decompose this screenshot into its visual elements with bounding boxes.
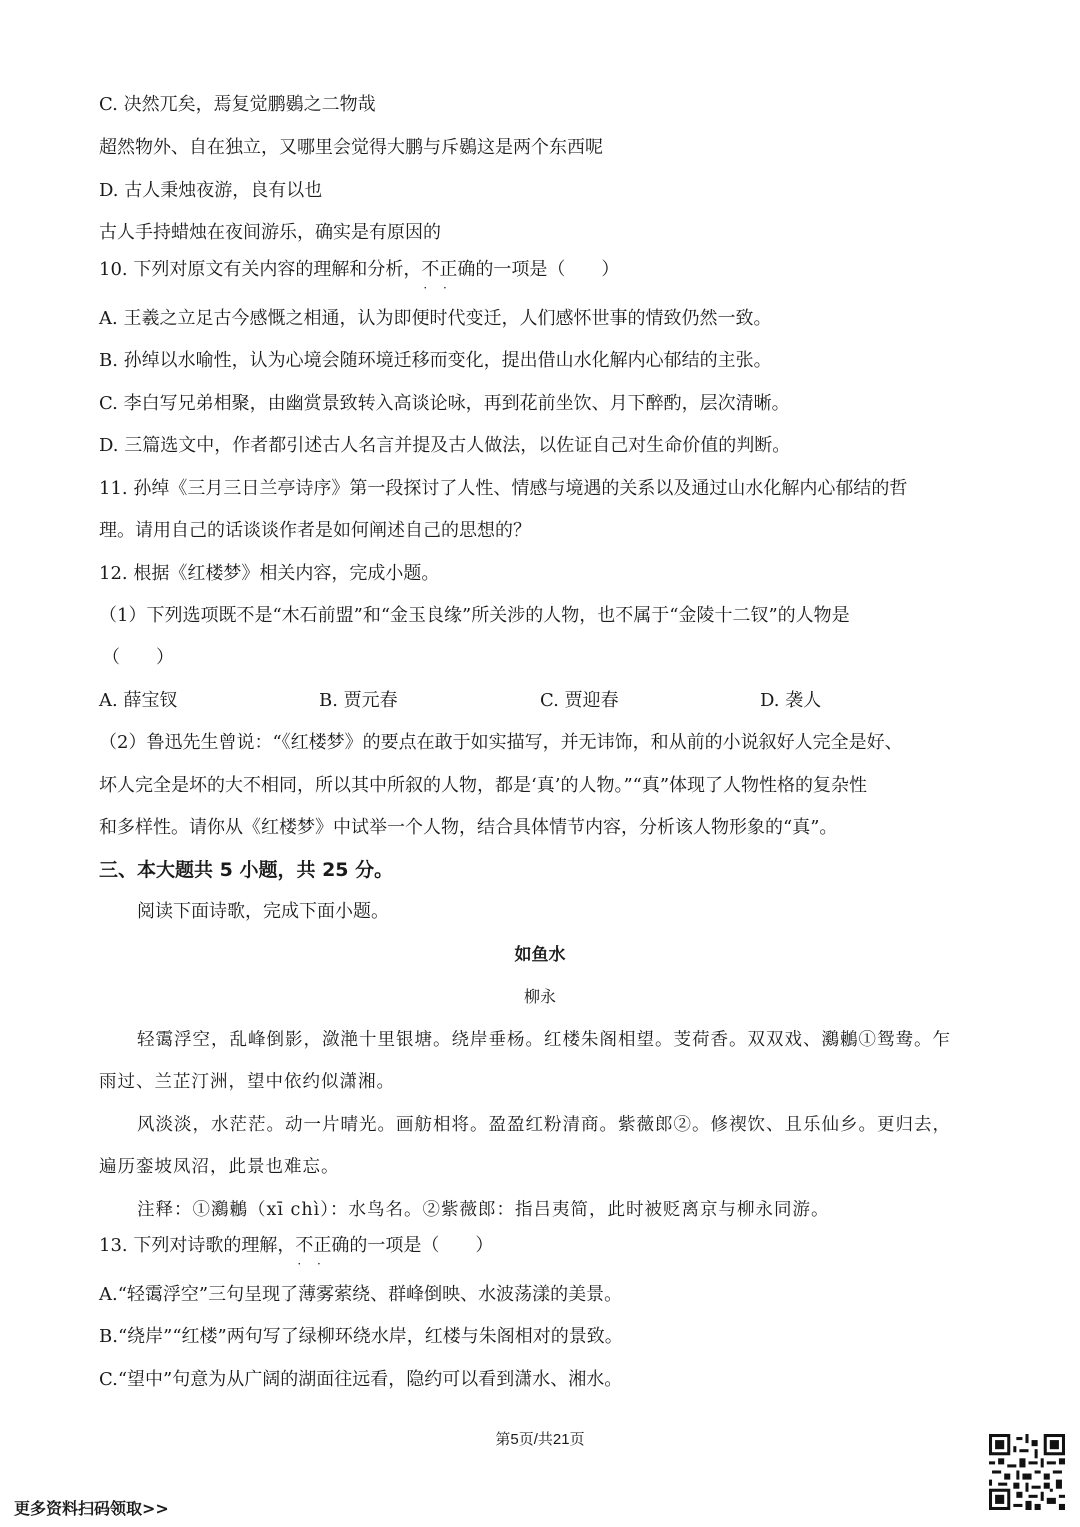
section-3-heading: 三、本大题共 5 小题，共 25 分。 <box>99 859 394 881</box>
q10-option-c: C. 李白写兄弟相聚，由幽赏景致转入高谈论咏，再到花前坐饮、月下醉酌，层次清晰。 <box>99 393 790 414</box>
option-d-translation: 古人手持蜡烛在夜间游乐，确实是有原因的 <box>99 222 441 243</box>
question-12: 12. 根据《红楼梦》相关内容，完成小题。 <box>99 563 440 584</box>
poem-stanza1-line2: 雨过、兰芷汀洲，望中依约似潇湘。 <box>99 1072 395 1092</box>
emphasis-mark: 不正确 · · <box>421 259 475 280</box>
question-13 <box>99 1233 980 1259</box>
option-c-original: C. 决然兀矣，焉复觉鹏鷃之二物哉 <box>99 94 376 115</box>
q12-part2-line3: 和多样性。请你从《红楼梦》中试举一个人物，结合具体情节内容，分析该人物形象的“真”。 <box>99 817 838 838</box>
q12-option-d: D. 袭人 <box>760 690 822 711</box>
poem-author: 柳永 <box>523 987 556 1006</box>
q13-option-a: A.“轻霭浮空”三句呈现了薄雾萦绕、群峰倒映、水波荡漾的美景。 <box>99 1284 623 1305</box>
question-10-text: 10. 下列对原文有关内容的理解和分析， <box>99 259 422 280</box>
question-10 <box>99 257 980 283</box>
poem-stanza2-line2: 遍历銮坡凤沼，此景也难忘。 <box>99 1157 340 1177</box>
poem-notes: 注释：①鸂鶒（xī chì）：水鸟名。②紫薇郎：指吕夷简，此时被贬离京与柳永同游。 <box>137 1200 830 1220</box>
poem-stanza2-line1: 风淡淡，水茫茫。动一片晴光。画舫相将。盈盈红粉清商。紫薇郎②。修禊饮、且乐仙乡。更归去， <box>137 1115 951 1135</box>
question-10-tail: 的一项是（ ） <box>475 259 620 280</box>
more-resources-link[interactable]: 更多资料扫码领取>> <box>14 1499 169 1518</box>
question-11-line1: 11. 孙绰《三月三日兰亭诗序》第一段探讨了人性、情感与境遇的关系以及通过山水化解内心郁结的哲 <box>99 478 908 499</box>
question-11-line2: 理。请用自己的话谈谈作者是如何阐述自己的思想的？ <box>99 520 531 541</box>
q12-option-a: A. 薛宝钗 <box>99 690 178 711</box>
q10-option-b: B. 孙绰以水喻性，认为心境会随环境迁移而变化，提出借山水化解内心郁结的主张。 <box>99 350 772 371</box>
question-13-text: 13. 下列对诗歌的理解， <box>99 1235 296 1256</box>
page-number: 第5页/共21页 <box>495 1431 585 1448</box>
qr-code-icon[interactable] <box>989 1434 1065 1510</box>
q12-option-c: C. 贾迎春 <box>540 690 619 711</box>
reading-instruction: 阅读下面诗歌，完成下面小题。 <box>137 901 389 922</box>
q12-part2-line2: 坏人完全是坏的大不相同，所以其中所叙的人物，都是‘真’的人物。”“真”体现了人物性格的复杂性 <box>99 775 868 796</box>
emphasis-mark: 不正确 · · <box>295 1235 349 1256</box>
q12-part1-line2: （ ） <box>102 647 174 668</box>
option-c-translation: 超然物外、自在独立，又哪里会觉得大鹏与斥鷃这是两个东西呢 <box>99 137 603 158</box>
q13-option-b: B.“绕岸”“红楼”两句写了绿柳环绕水岸，红楼与朱阁相对的景致。 <box>99 1326 623 1347</box>
q13-option-c: C.“望中”句意为从广阔的湖面往远看，隐约可以看到潇水、湘水。 <box>99 1369 623 1390</box>
poem-stanza1-line1: 轻霭浮空，乱峰倒影，潋滟十里银塘。绕岸垂杨。红楼朱阁相望。芰荷香。双双戏、鸂鶒①鸳鸯。乍 <box>137 1030 951 1050</box>
question-13-tail: 的一项是（ ） <box>349 1235 494 1256</box>
option-d-original: D. 古人秉烛夜游，良有以也 <box>99 180 323 201</box>
q12-option-b: B. 贾元春 <box>319 690 398 711</box>
q12-part1-line1: （1）下列选项既不是“木石前盟”和“金玉良缘”所关涉的人物，也不属于“金陵十二钗”的人物是 <box>99 605 850 626</box>
poem-title: 如鱼水 <box>514 945 566 965</box>
q10-option-a: A. 王羲之立足古今感慨之相通，认为即便时代变迁，人们感怀世事的情致仍然一致。 <box>99 308 772 329</box>
q12-part2-line1: （2）鲁迅先生曾说：“《红楼梦》的要点在敢于如实描写，并无讳饰，和从前的小说叙好人完全是好、 <box>99 732 903 753</box>
q10-option-d: D. 三篇选文中，作者都引述古人名言并提及古人做法，以佐证自己对生命价值的判断。 <box>99 435 791 456</box>
